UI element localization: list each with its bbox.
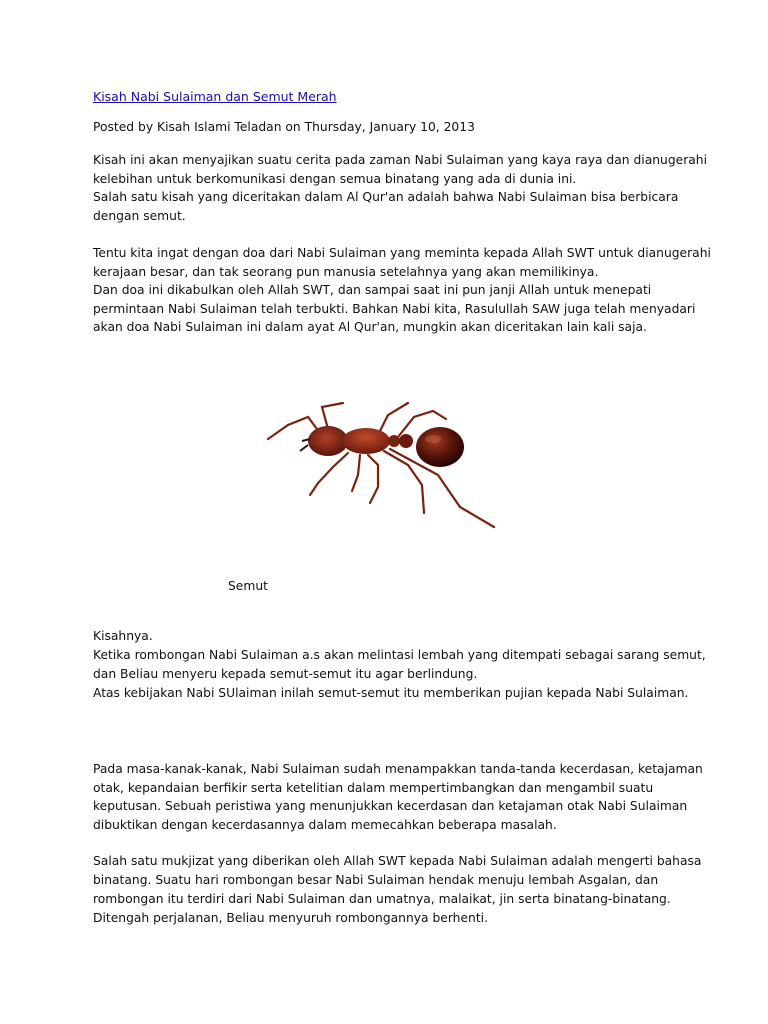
paragraph-line: dibuktikan dengan kecerdasannya dalam memecahkan beberapa masalah. bbox=[93, 818, 557, 832]
byline: Posted by Kisah Islami Teladan on Thursday, January 10, 2013 bbox=[93, 120, 475, 134]
paragraph-line: Atas kebijakan Nabi SUlaiman inilah semut-semut itu memberikan pujian kepada Nabi Sulaiman. bbox=[93, 686, 689, 700]
paragraph-line: Salah satu kisah yang diceritakan dalam Al Qur'an adalah bahwa Nabi Sulaiman bisa berbicara bbox=[93, 190, 679, 204]
paragraph-line: Kisahnya. bbox=[93, 629, 153, 643]
paragraph-line: dan Beliau menyeru kepada semut-semut itu agar berlindung. bbox=[93, 667, 478, 681]
image-caption: Semut bbox=[228, 579, 268, 593]
paragraph-line: Kisah ini akan menyajikan suatu cerita pada zaman Nabi Sulaiman yang kaya raya dan dianugerahi bbox=[93, 153, 707, 167]
paragraph-line: akan doa Nabi Sulaiman ini dalam ayat Al Qur'an, mungkin akan diceritakan lain kali saja. bbox=[93, 320, 647, 334]
paragraph-line: permintaan Nabi Sulaiman telah terbukti. Bahkan Nabi kita, Rasulullah SAW juga telah menyadari bbox=[93, 302, 696, 316]
paragraph-line: Salah satu mukjizat yang diberikan oleh Allah SWT kepada Nabi Sulaiman adalah mengerti bahasa bbox=[93, 854, 702, 868]
paragraph-line: binatang. Suatu hari rombongan besar Nabi Sulaiman hendak menuju lembah Asgalan, dan bbox=[93, 873, 659, 887]
paragraph-line: keputusan. Sebuah peristiwa yang menunjukkan kecerdasan dan ketajaman otak Nabi Sulaiman bbox=[93, 799, 688, 813]
paragraph-line: kelebihan untuk berkomunikasi dengan semua binatang yang ada di dunia ini. bbox=[93, 172, 577, 186]
paragraph-line: dengan semut. bbox=[93, 209, 186, 223]
paragraph-line: Ditengah perjalanan, Beliau menyuruh rombongannya berhenti. bbox=[93, 911, 488, 925]
paragraph-line: Ketika rombongan Nabi Sulaiman a.s akan melintasi lembah yang ditempati sebagai sarang semut, bbox=[93, 648, 706, 662]
paragraph-line: Pada masa-kanak-kanak, Nabi Sulaiman sudah menampakkan tanda-tanda kecerdasan, ketajaman bbox=[93, 762, 703, 776]
paragraph-line: otak, kepandaian berfikir serta ketelitian dalam mempertimbangkan dan mengambil suatu bbox=[93, 781, 654, 795]
ant-image bbox=[248, 395, 504, 535]
paragraph-line: Dan doa ini dikabulkan oleh Allah SWT, dan sampai saat ini pun janji Allah untuk menepati bbox=[93, 283, 652, 297]
paragraph-line: rombongan itu terdiri dari Nabi Sulaiman dan umatnya, malaikat, jin serta binatang-binatang. bbox=[93, 892, 671, 906]
paragraph-line: Tentu kita ingat dengan doa dari Nabi Sulaiman yang meminta kepada Allah SWT untuk dianugerahi bbox=[93, 246, 711, 260]
paragraph-line: kerajaan besar, dan tak seorang pun manusia setelahnya yang akan memilikinya. bbox=[93, 265, 599, 279]
article-title-link[interactable]: Kisah Nabi Sulaiman dan Semut Merah bbox=[93, 89, 337, 104]
